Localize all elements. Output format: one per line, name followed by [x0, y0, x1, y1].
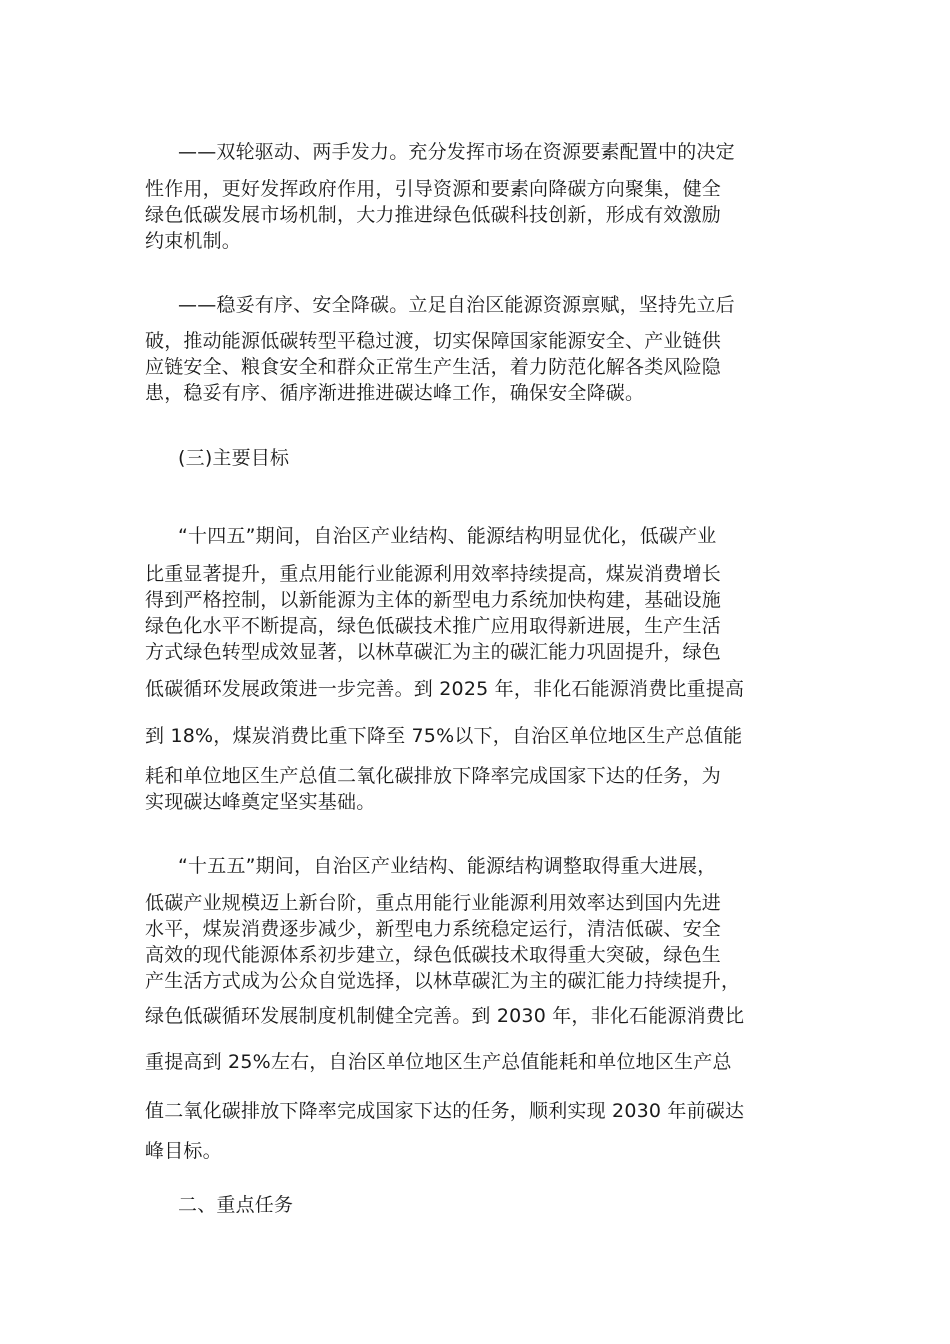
paragraph-4-line-6: 绿色低碳循环发展制度机制健全完善。到 2030 年，非化石能源消费比 — [145, 1005, 745, 1027]
paragraph-2-line-3: 应链安全、粮食安全和群众正常生产生活，着力防范化解各类风险隐 — [145, 356, 722, 378]
paragraph-1-line-2: 性作用，更好发挥政府作用，引导资源和要素向降碳方向聚集，健全 — [145, 178, 722, 200]
paragraph-1-line-3: 绿色低碳发展市场机制，大力推进绿色低碳科技创新，形成有效激励 — [145, 204, 722, 226]
paragraph-4-line-4: 高效的现代能源体系初步建立，绿色低碳技术取得重大突破，绿色生 — [145, 944, 722, 966]
paragraph-3-line-3: 得到严格控制，以新能源为主体的新型电力系统加快构建，基础设施 — [145, 589, 722, 611]
section-heading-main-goals: (三)主要目标 — [178, 447, 290, 469]
paragraph-3-line-7: 到 18%，煤炭消费比重下降至 75%以下，自治区单位地区生产总值能 — [145, 725, 743, 747]
paragraph-2-line-4: 患，稳妥有序、循序渐进推进碳达峰工作，确保安全降碳。 — [145, 382, 645, 404]
paragraph-2-line-2: 破，推动能源低碳转型平稳过渡，切实保障国家能源安全、产业链供 — [145, 330, 722, 352]
paragraph-4-line-3: 水平，煤炭消费逐步减少，新型电力系统稳定运行，清洁低碳、安全 — [145, 918, 722, 940]
paragraph-3-line-2: 比重显著提升，重点用能行业能源利用效率持续提高，煤炭消费增长 — [145, 563, 722, 585]
paragraph-3-line-6: 低碳循环发展政策进一步完善。到 2025 年，非化石能源消费比重提高 — [145, 678, 745, 700]
paragraph-3-line-5: 方式绿色转型成效显著，以林草碳汇为主的碳汇能力巩固提升，绿色 — [145, 641, 722, 663]
paragraph-1-line-4: 约束机制。 — [145, 230, 242, 252]
paragraph-4-line-8: 值二氧化碳排放下降率完成国家下达的任务，顺利实现 2030 年前碳达 — [145, 1100, 745, 1122]
paragraph-4-line-9: 峰目标。 — [145, 1140, 222, 1162]
section-heading-key-tasks: 二、重点任务 — [178, 1194, 294, 1216]
paragraph-4-line-5: 产生活方式成为公众自觉选择，以林草碳汇为主的碳汇能力持续提升， — [145, 970, 741, 992]
paragraph-4-line-2: 低碳产业规模迈上新台阶，重点用能行业能源利用效率达到国内先进 — [145, 892, 722, 914]
paragraph-1-line-1: ——双轮驱动、两手发力。充分发挥市场在资源要素配置中的决定 — [178, 141, 735, 163]
paragraph-3-line-1: “十四五”期间，自治区产业结构、能源结构明显优化，低碳产业 — [178, 525, 717, 547]
paragraph-4-line-1: “十五五”期间，自治区产业结构、能源结构调整取得重大进展， — [178, 855, 717, 877]
paragraph-3-line-9: 实现碳达峰奠定坚实基础。 — [145, 791, 376, 813]
paragraph-3-line-8: 耗和单位地区生产总值二氧化碳排放下降率完成国家下达的任务，为 — [145, 765, 722, 787]
paragraph-3-line-4: 绿色化水平不断提高，绿色低碳技术推广应用取得新进展，生产生活 — [145, 615, 722, 637]
paragraph-4-line-7: 重提高到 25%左右，自治区单位地区生产总值能耗和单位地区生产总 — [145, 1051, 732, 1073]
paragraph-2-line-1: ——稳妥有序、安全降碳。立足自治区能源资源禀赋，坚持先立后 — [178, 294, 735, 316]
